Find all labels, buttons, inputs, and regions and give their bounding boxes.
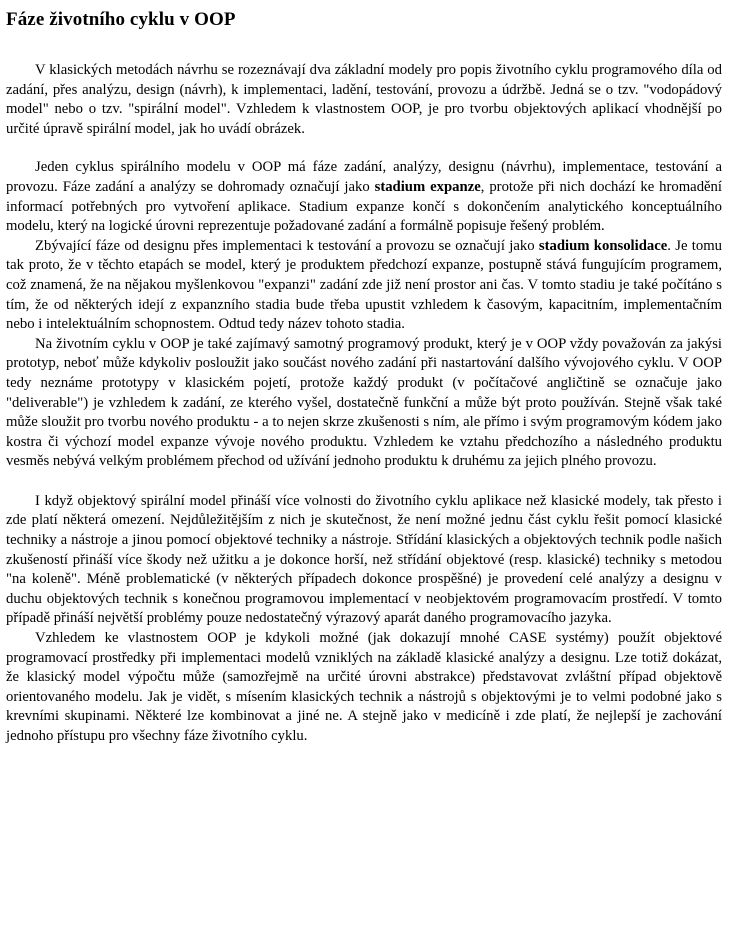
paragraph-text: Jeden cyklus spirálního modelu v OOP má fáze zadání, analýzy, designu (návrhu), implementace, testování a provozu. Fáze zadání a analýzy se dohromady označují jako [6,159,722,195]
paragraph-case-systems [6,629,722,747]
paragraph-text: Zbývající fáze od designu přes implementaci k testování a provozu se označují jako [35,237,539,254]
paragraph-text: . Je tomu tak proto, že v těchto etapách se model, který je produktem předchozí expanze, postupně stává fungujícím programem, což znamená, že na nějakou myšlenkovou "expanzi" zadání zde již není prostor ani čas. V tomto stadiu je také počítáno s tím, že od některých idejí z expanzního stadia bude třeba upustit vzhledem k časovým, kapacitním, implementačním nebo i intelektuálním schopnostem. Odtud tedy název tohoto stadia. [6,237,722,333]
term-stadium-konsolidace: stadium konsolidace [538,237,668,254]
paragraph-consolidation [6,237,722,335]
paragraph-prototype [6,335,722,472]
paragraph-text: V klasických metodách návrhu se rozeznávají dva základní modely pro popis životního cyklu programového díla od zadání, přes analýzu, design (návrh), k implementaci, ladění, testování, provozu a údržbě. Jedná se o tzv. "vodopádový model" nebo o tzv. "spirální model". Vzhledem k vlastnostem OOP, je pro tvorbu objektových aplikací vhodnější po určité úpravě spirální model, jak ho uvádí obrázek. [6,62,722,137]
paragraph-expansion [6,158,722,236]
paragraph-text: Vzhledem ke vlastnostem OOP je kdykoli možné (jak dokazují mnohé CASE systémy) použít objektové programovací prostředky při implementaci modelů vzniklých na základě klasické analýzy a designu. Lze totiž dokázat, že klasický model výpočtu může (samozřejmě na určité úrovni abstrakce) představovat zvláštní případ objektově orientovaného modelu. Jak je vidět, s mísením klasických technik a nástrojů s objektovými je to velmi podobné jako s krevními skupinami. Některé lze kombinovat a jiné ne. A stejně jako v medicíně i zde platí, že nejlepší je zachování jednoho přístupu pro všechny fáze životního cyklu. [6,630,722,744]
document-title: Fáze životního cyklu v OOP [6,9,236,30]
term-stadium-expanze: stadium expanze [374,178,481,195]
paragraph-text: I když objektový spirální model přináší více volnosti do životního cyklu aplikace než klasické modely, tak přesto i zde platí některá omezení. Nejdůležitějším z nich je skutečnost, že není možné jednu část cyklu řešit pomocí klasické techniky a nástroje a jinou pomocí objektové techniky a nástroje. Střídání klasických a objektových technik podle našich zkušeností přináší více škody než užitku a je dokonce horší, než střídání objektové (resp. klasické) techniky s metodou "na koleně". Méně problematické (v některých případech dokonce prospěšné) je provedení celé analýzy a designu v duchu objektových technik s konečnou programovou implementací v neobjektovém programovacím prostředí. V tomto případě přináší největší problémy pouze nedostatečný výrazový aparát daného programovacího jazyka. [6,492,722,627]
paragraph-text: Na životním cyklu v OOP je také zajímavý samotný programový produkt, který je v OOP vždy považován za jakýsi prototyp, neboť může kdykoliv posloužit jako součást nového zadání při nastartování dalšího vývojového cyklu. V OOP tedy neznáme prototypy v klasickém pojetí, protože každý produkt (v počítačové angličtině se označuje jako "deliverable") je vzhledem k zadání, ze kterého vyšel, dostatečně funkční a může být proto používán. Stejně však také může sloužit pro tvorbu nového produktu - a to nejen skrze zkušenosti s ním, ale přímo i svým programovým kódem jako kostra či výchozí model expanze vývoje nového produktu. Vzhledem ke vztahu předchozího a následného produktu vesměs nebývá velkým problémem přechod od užívání jednoho produktu k druhému za jejich plného provozu. [6,335,722,470]
paragraph-intro [6,61,722,139]
paragraph-limitations [6,492,722,629]
paragraph-text: , protože při nich dochází ke hromadění informací potřebných pro vytvoření aplikace. Stadium expanze končí s dokončením analytického konceptuálního modelu, který na logické úrovni reprezentuje požadované zadání a formálně popisuje řešený problém. [6,178,722,235]
document-page [6,8,722,747]
